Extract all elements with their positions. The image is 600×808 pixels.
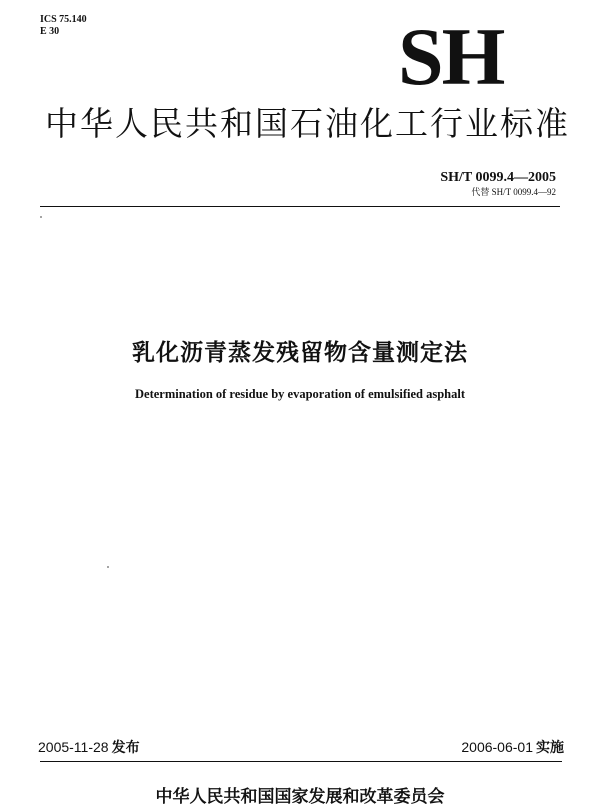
document-title-chinese: 乳化沥青蒸发残留物含量测定法: [132, 340, 468, 366]
sh-logo: SH: [398, 11, 504, 102]
implement-date: 2006-06-01: [461, 739, 533, 755]
document-title-english: Determination of residue by evaporation of emulsified asphalt: [135, 387, 465, 401]
ics-code: ICS 75.140: [40, 14, 87, 25]
classification-codes: [40, 14, 87, 38]
issuing-body-title: 中华人民共和国石油化工行业标准: [45, 104, 570, 143]
footer-divider: [40, 761, 562, 762]
ccs-code: E 30: [40, 26, 60, 37]
header-divider: [40, 206, 560, 207]
issue-date: 2005-11-28: [38, 739, 109, 755]
replaces-standard: 代替 SH/T 0099.4—92: [471, 187, 556, 197]
implement-label: 实施: [536, 739, 564, 755]
standard-number: SH/T 0099.4—2005: [440, 170, 556, 185]
scan-speck: [40, 216, 42, 218]
issue-date-block: [38, 738, 140, 756]
issue-label: 发布: [111, 739, 140, 755]
implement-date-block: [461, 738, 564, 756]
scan-speck: [107, 566, 109, 568]
standard-number-block: [440, 170, 556, 198]
publisher-name: 中华人民共和国国家发展和改革委员会: [155, 787, 445, 807]
